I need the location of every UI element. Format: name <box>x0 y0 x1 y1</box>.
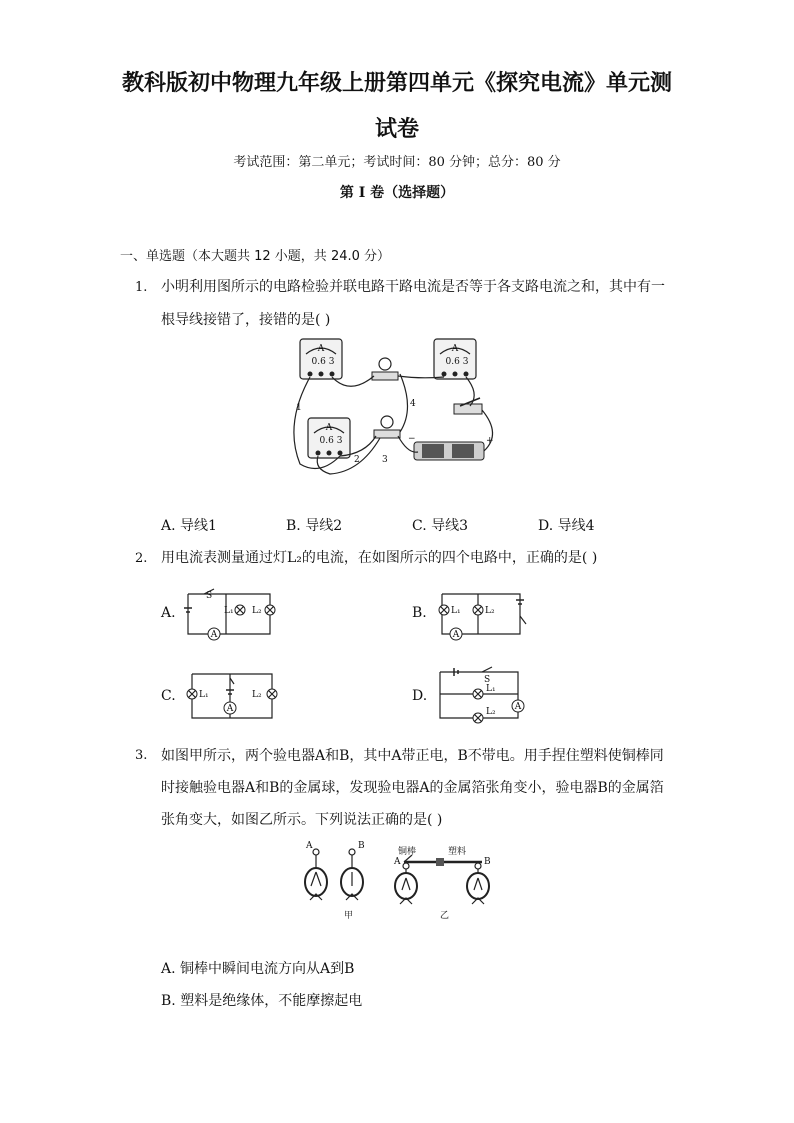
svg-text:A: A <box>226 704 234 714</box>
circuit-a <box>184 586 284 642</box>
svg-text:L₁: L₁ <box>199 690 209 700</box>
svg-text:L₁: L₁ <box>224 606 234 616</box>
label-plastic: 塑料 <box>448 847 467 857</box>
ammeter-symbol: A <box>317 344 325 354</box>
svg-text:A: A <box>394 857 401 867</box>
svg-text:L₂: L₂ <box>485 606 495 616</box>
question-3-number: 3. <box>135 748 148 763</box>
question-1-option-d[interactable]: D. 导线4 <box>538 518 595 534</box>
question-3-option-b[interactable]: B. 塑料是绝缘体，不能摩擦起电 <box>161 993 363 1009</box>
question-1-option-a[interactable]: A. 导线1 <box>161 518 217 534</box>
svg-text:B: B <box>484 857 491 867</box>
ammeter-bottom-left <box>308 418 350 458</box>
electroscope-b-yi <box>467 857 491 904</box>
battery <box>408 434 494 460</box>
svg-text:0.6 3: 0.6 3 <box>445 357 469 367</box>
svg-text:S: S <box>484 675 491 685</box>
svg-text:0.6 3: 0.6 3 <box>319 436 343 446</box>
question-2-option-b[interactable]: B. <box>412 605 427 621</box>
lamp-top <box>372 358 398 380</box>
svg-text:A: A <box>451 344 459 354</box>
question-3-text: 如图甲所示，两个验电器A和B，其中A带正电，B不带电。用手捏住塑料使铜棒同时接触验电器A和B的金属球，发现验电器A的金属箔张角变小，验电器B的金属箔张角变大，如图乙所示。下列说法正确的是( ) <box>161 748 664 828</box>
svg-text:L₂: L₂ <box>252 690 262 700</box>
svg-text:A: A <box>306 841 313 851</box>
electroscope-a-jia <box>305 841 327 900</box>
question-2-option-c[interactable]: C. <box>161 688 176 704</box>
document-title-line2: 试卷 <box>374 117 419 142</box>
circuit-b <box>436 586 536 642</box>
lamp-bottom <box>374 416 400 438</box>
svg-text:B: B <box>358 841 365 851</box>
circuit-c <box>184 668 284 724</box>
svg-text:L₁: L₁ <box>486 684 496 694</box>
svg-text:L₂: L₂ <box>252 606 262 616</box>
question-1-number: 1. <box>135 280 148 295</box>
svg-text:A: A <box>210 630 218 640</box>
section-heading: 一、单选题（本大题共 12 小题，共 24.0 分） <box>120 249 391 264</box>
question-2-number: 2. <box>135 551 148 566</box>
question-2-text: 用电流表测量通过灯L₂的电流，在如图所示的四个电路中，正确的是( ) <box>161 550 598 566</box>
wire-4-label: 4 <box>410 399 416 409</box>
question-1-option-c[interactable]: C. 导线3 <box>412 518 469 534</box>
document-title-line1: 教科版初中物理九年级上册第四单元《探究电流》单元测 <box>121 71 672 96</box>
label-copper-rod: 铜棒 <box>398 847 417 857</box>
wire-1-label: 1 <box>296 403 302 413</box>
label-yi: 乙 <box>440 911 450 921</box>
ammeter-top-right <box>434 339 476 379</box>
question-3-figure <box>300 842 500 922</box>
question-1-figure <box>290 334 510 484</box>
exam-info: 考试范围：第二单元；考试时间：80 分钟；总分：80 分 <box>233 155 561 170</box>
meter-scale-label: 0.6 3 <box>311 357 335 367</box>
question-3-option-a[interactable]: A. 铜棒中瞬间电流方向从A到B <box>161 961 355 977</box>
svg-text:A: A <box>452 630 460 640</box>
electroscope-a-yi <box>393 857 417 904</box>
question-2-option-d[interactable]: D. <box>412 688 428 704</box>
ammeter-top-left <box>300 339 342 379</box>
question-1-option-b[interactable]: B. 导线2 <box>286 518 343 534</box>
electroscope-b-jia <box>341 841 365 900</box>
volume-heading: 第 I 卷（选择题） <box>339 185 455 201</box>
circuit-d <box>436 664 536 724</box>
svg-text:A: A <box>514 702 522 712</box>
battery-positive-label: + <box>486 436 494 446</box>
svg-text:L₁: L₁ <box>451 606 461 616</box>
switch <box>454 398 482 414</box>
wire-3-label: 3 <box>382 455 388 465</box>
wire-2-label: 2 <box>354 455 360 465</box>
battery-negative-label: − <box>408 434 416 444</box>
question-2-option-a[interactable]: A. <box>161 605 176 621</box>
svg-text:A: A <box>325 423 333 433</box>
svg-text:L₂: L₂ <box>486 707 496 717</box>
label-jia: 甲 <box>344 911 354 921</box>
question-1-text: 小明利用图所示的电路检验并联电路干路电流是否等于各支路电流之和，其中有一根导线接错了，接错的是( ) <box>161 279 665 328</box>
svg-text:S: S <box>206 591 213 601</box>
